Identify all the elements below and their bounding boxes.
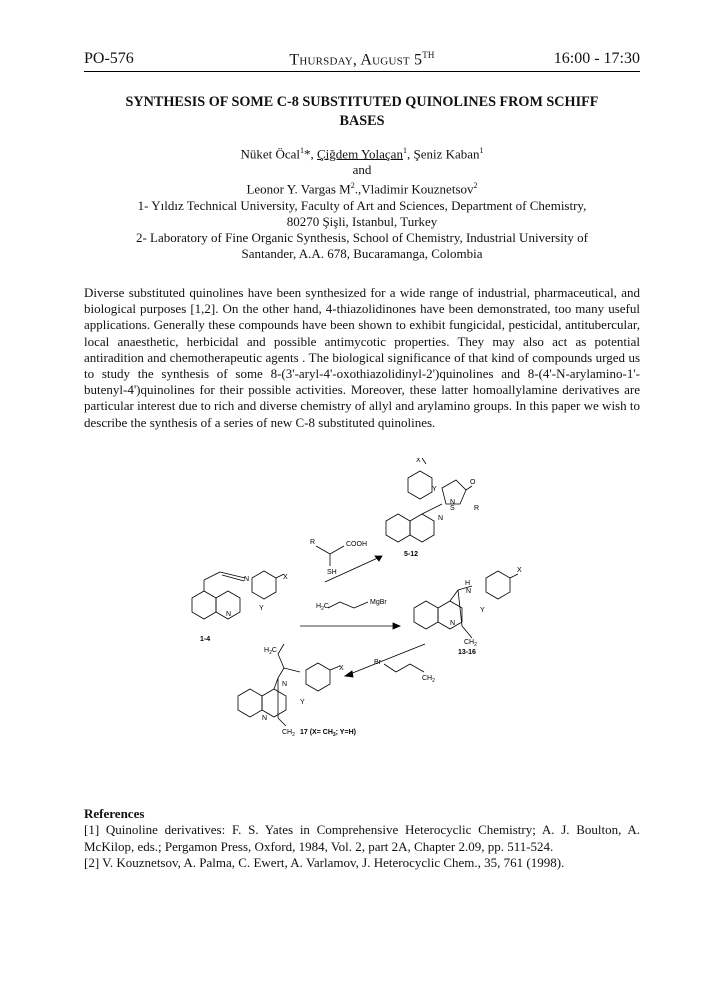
reaction-scheme xyxy=(160,458,600,758)
page-header xyxy=(84,50,640,72)
compound-17-structure xyxy=(238,644,340,726)
references-heading: References xyxy=(84,806,145,821)
label-1-4: 1-4 xyxy=(200,636,211,643)
compound-5-12-structure xyxy=(386,458,472,542)
svg-text:N: N xyxy=(244,576,250,583)
svg-text:Y: Y xyxy=(480,607,485,614)
svg-text:COOH: COOH xyxy=(346,541,367,548)
svg-text:N: N xyxy=(450,620,456,627)
svg-text:X: X xyxy=(339,665,344,672)
svg-text:X: X xyxy=(416,458,421,464)
svg-text:H2C: $H_2C$ xyxy=(316,603,329,612)
svg-text:S: S xyxy=(450,505,455,512)
arrow-to-17 xyxy=(345,644,425,676)
reference-item: [2] V. Kouznetsov, A. Palma, C. Ewert, A. Varlamov, J. Heterocyclic Chem., 35, 761 (1998). xyxy=(84,855,565,871)
svg-text:CH2: $CH_2$ xyxy=(282,729,295,738)
svg-text:SH: SH xyxy=(327,569,337,576)
svg-text:X: X xyxy=(283,574,288,581)
svg-text:Y: Y xyxy=(300,699,305,706)
svg-text:R: R xyxy=(310,539,316,546)
svg-text:N: N xyxy=(262,715,268,722)
svg-text:O: O xyxy=(470,479,476,486)
abstract-text: Diverse substituted quinolines have been synthesized for a wide range of industrial, pharmaceutical, and biological purposes [1,2]. On the other hand, 4-thiazolidinones have been demonstrated, too many useful applications. Generally these compounds have been shown to exhibit fungicidal, pesticidal, antitubercular, local anaesthetic, herbicidal and possible antimycotic properties. They may also act as potential antiradition and chemotherapeutic agents . The biological significance of that kind of compounds urged us to study the synthesis of some 8-(3'-aryl-4'-oxothiazolidinyl-2')quinolines and 8-(4'-N-arylamino-1'-butenyl-4')quinolines for their possible activities. Moreover, these latter homoallylamine derivatives are particular interest due to rich and diverse chemistry of allyl and arylamino groups. In this paper we wish to describe the synthesis of a series of new C-8 substituted quinolines. xyxy=(84,285,640,430)
svg-text:N: N xyxy=(438,515,444,522)
svg-text:N: N xyxy=(466,588,472,595)
session-time: 16:00 - 17:30 xyxy=(553,50,640,67)
reference-item: [1] Quinoline derivatives: F. S. Yates in Comprehensive Heterocyclic Chemistry; A. J. Boulton, A. McKilop, eds.; Pergamon Press, Oxford, 1984, Vol. 2, part 2A, Chapter 2.09, pp. 511-524. xyxy=(84,822,640,854)
label-13-16: 13-16 xyxy=(458,649,476,656)
svg-text:Y: Y xyxy=(259,605,264,612)
svg-text:H2C: $H_2C$ xyxy=(264,647,277,656)
references xyxy=(84,806,640,872)
session-day: Thursday, August 5TH xyxy=(289,50,435,69)
label-5-12: 5-12 xyxy=(404,551,419,558)
affiliations: 1- Yıldız Technical University, Faculty of Art and Sciences, Department of Chemistry, 80270 Şişli, Istanbul, Turkey 2- Laboratory of Fine Organic Synthesis, School of Chemistry, Industrial University of Santander, A.A. 678, Bucaramanga, Colombia xyxy=(135,198,589,261)
poster-code: PO-576 xyxy=(84,50,134,67)
svg-text:R: R xyxy=(474,505,480,512)
paper-title: SYNTHESIS OF SOME C-8 SUBSTITUTED QUINOLINES FROM SCHIFF BASES xyxy=(125,94,599,129)
svg-text:MgBr: MgBr xyxy=(370,599,387,606)
svg-text:Br: Br xyxy=(374,659,381,666)
svg-text:X: X xyxy=(517,567,522,574)
svg-text:N: N xyxy=(282,681,288,688)
svg-text:Y: Y xyxy=(432,486,437,493)
svg-text:CH2: $CH_2$ xyxy=(422,675,435,684)
svg-text:CH2: $CH_2$ xyxy=(464,639,477,648)
svg-text:N: N xyxy=(450,499,456,506)
svg-text:N: N xyxy=(226,611,232,618)
mercaptoacid-structure xyxy=(316,546,344,566)
label-17: 17 ($X= CH_3$; Y=H) xyxy=(300,729,356,738)
presenting-author: Çiğdem Yolaçan xyxy=(317,146,403,162)
author-list: Nüket Öcal$^1$*, Çiğdem Yolaçan$^1$, Şeniz Kaban$^1$ and Leonor Y. Vargas $M^2.,Vladimir$ Kouznetsov$^2$ xyxy=(240,146,484,197)
header-rule xyxy=(84,71,640,72)
compound-1-4-structure xyxy=(192,571,284,619)
svg-text:H: H xyxy=(465,580,471,587)
